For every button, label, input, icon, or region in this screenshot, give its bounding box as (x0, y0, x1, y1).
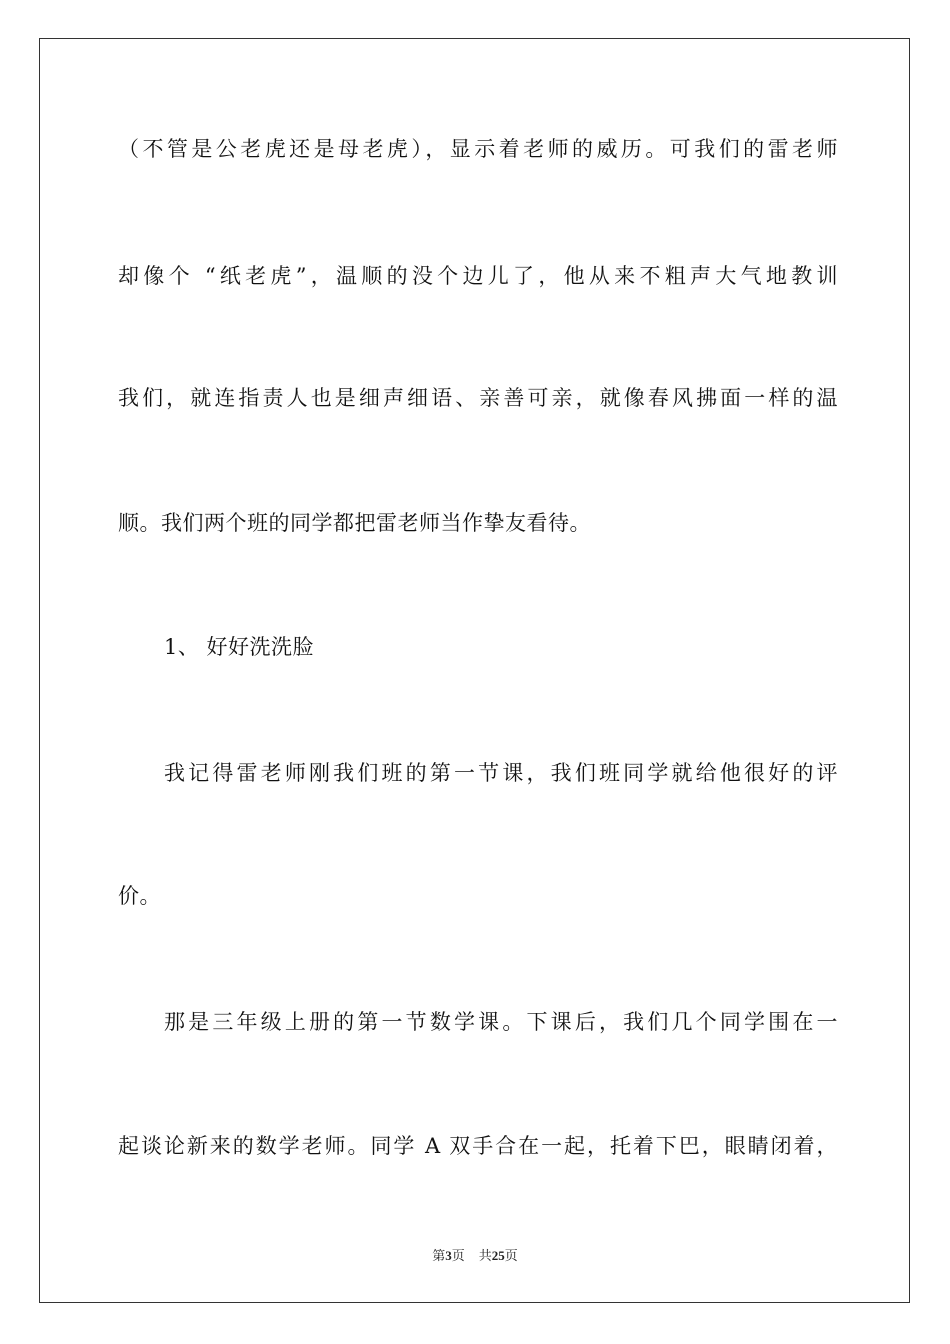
page-suffix: 页 (451, 1249, 465, 1264)
paragraph-line-3: 我们，就连指责人也是细声细语、亲善可亲，就像春风拂面一样的温 (118, 386, 838, 410)
paragraph-line-7: 那是三年级上册的第一节数学课。下课后，我们几个同学围在一 (164, 1010, 838, 1034)
total-suffix: 页 (504, 1249, 518, 1264)
paragraph-line-1: （不管是公老虎还是母老虎），显示着老师的威历。可我们的雷老师 (118, 137, 838, 161)
section-heading: 1、 好好洗洗脸 (164, 635, 315, 659)
paragraph-line-2: 却像个 “纸老虎”，温顺的没个边儿了，他从来不粗声大气地教训 (118, 264, 838, 288)
total-prefix: 共 (478, 1249, 492, 1264)
paragraph-line-8: 起谈论新来的数学老师。同学 A 双手合在一起，托着下巴，眼睛闭着， (118, 1134, 838, 1158)
paragraph-line-5: 我记得雷老师刚我们班的第一节课，我们班同学就给他很好的评 (164, 761, 838, 785)
paragraph-line-4: 顺。我们两个班的同学都把雷老师当作挚友看待。 (118, 511, 591, 535)
page-prefix: 第 (432, 1249, 446, 1264)
page-footer (0, 1247, 950, 1266)
paragraph-line-6: 价。 (118, 884, 161, 908)
page-number: 3 (445, 1248, 452, 1263)
total-pages: 25 (491, 1248, 505, 1263)
page-frame (39, 38, 910, 1303)
